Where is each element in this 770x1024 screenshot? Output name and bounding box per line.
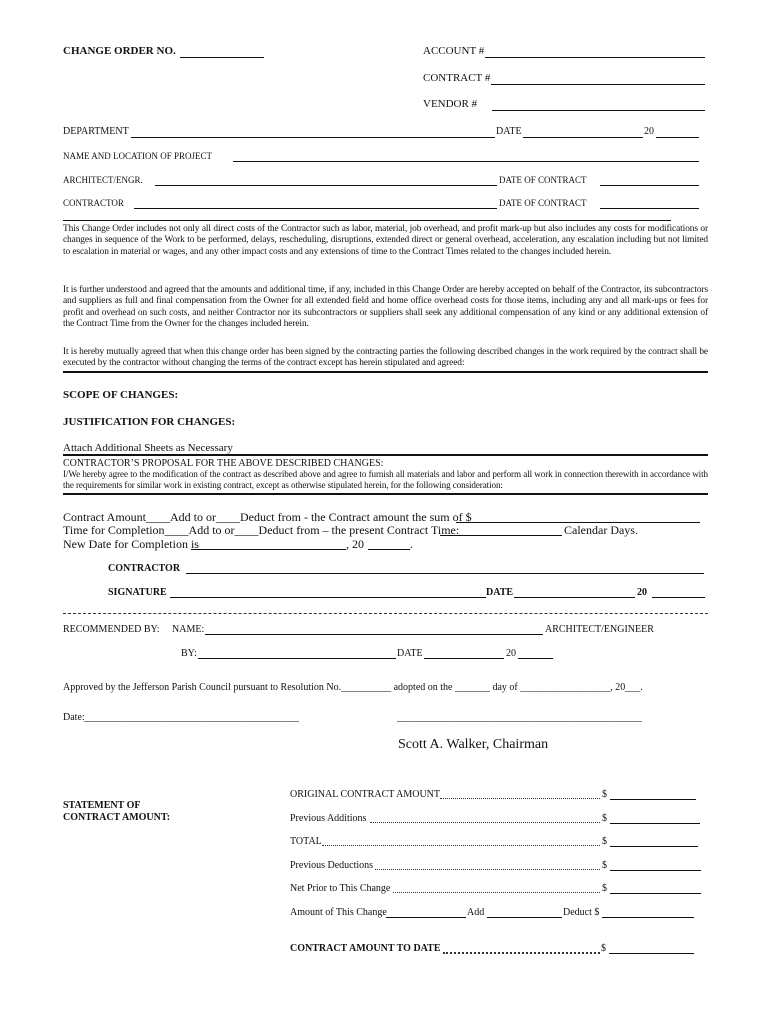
- approval-text: Approved by the Jefferson Parish Council pursuant to Resolution No.__________ adopted on the _______ day of __________________, 20___.: [63, 682, 643, 693]
- chairman-signature-field[interactable]: _________________________________________________: [397, 712, 642, 723]
- signature-field[interactable]: [170, 597, 486, 598]
- architect-engineer-label: ARCHITECT/ENGINEER: [545, 624, 654, 635]
- total-field[interactable]: [610, 846, 698, 847]
- original-contract-label: ORIGINAL CONTRACT AMOUNT: [290, 789, 440, 800]
- date-of-contract-2-label: DATE OF CONTRACT: [499, 198, 587, 208]
- date-of-contract-field[interactable]: [600, 185, 699, 186]
- divider-proposal-top: [63, 454, 708, 456]
- new-date-year-label: , 20: [346, 537, 364, 551]
- statement-title-line2: CONTRACT AMOUNT:: [63, 812, 171, 823]
- year-label: 20: [644, 126, 654, 137]
- previous-additions-field[interactable]: [610, 823, 700, 824]
- contractor-sign-field[interactable]: [186, 573, 704, 574]
- leader-dots: [440, 798, 600, 799]
- amount-this-change-label: Amount of This Change: [290, 907, 387, 918]
- contract-number-field[interactable]: [491, 84, 705, 85]
- architect-field[interactable]: [155, 185, 497, 186]
- calendar-days-label: Calendar Days.: [564, 523, 638, 537]
- new-date-label: New Date for Completion is: [63, 537, 199, 551]
- net-prior-currency: $: [602, 883, 607, 894]
- leader-dots: [370, 822, 600, 823]
- new-date-field[interactable]: [191, 549, 346, 550]
- previous-deductions-label: Previous Deductions: [290, 860, 374, 871]
- project-field[interactable]: [233, 161, 699, 162]
- by-label: BY:: [181, 648, 197, 659]
- signature-year-label: 20: [637, 587, 647, 598]
- deduct-label: Deduct $: [563, 907, 600, 918]
- approval-date-field[interactable]: ___________________________________________: [84, 712, 299, 723]
- by-date-field[interactable]: [424, 658, 504, 659]
- paragraph-compensation: It is further understood and agreed that the amounts and additional time, if any, included in this Change Order are hereby accepted on behalf of the Contractor, its subcontractors and suppliers as full and final compensation from the Owner for all extended field and home office overhead costs for those items, including any and all mark-ups or fees for profit and overhead on such costs, and neither Contractor nor its subcontractors or suppliers shall seek any additional compensation of any kind or any additional extension of the Contract Time from the Owner for the changes included herein.: [63, 285, 708, 330]
- signature-year-field[interactable]: [652, 597, 705, 598]
- previous-deductions-field[interactable]: [610, 870, 701, 871]
- new-date-year-field[interactable]: [368, 549, 410, 550]
- contractor-label: CONTRACTOR: [63, 198, 124, 208]
- scope-heading: SCOPE OF CHANGES:: [63, 389, 179, 401]
- architect-label: ARCHITECT/ENGR.: [63, 175, 143, 185]
- deduct-field[interactable]: [602, 917, 694, 918]
- department-label: DEPARTMENT: [63, 126, 129, 137]
- by-date-label: DATE: [397, 648, 423, 659]
- signature-label: SIGNATURE: [108, 587, 167, 598]
- divider-proposal-bottom: [63, 493, 708, 495]
- date-label: DATE: [496, 126, 522, 137]
- previous-additions-currency: $: [602, 813, 607, 824]
- change-order-label: CHANGE ORDER NO.: [63, 45, 176, 57]
- contractor-field[interactable]: [134, 208, 497, 209]
- contract-number-label: CONTRACT #: [423, 72, 491, 84]
- leader-dots: [322, 845, 600, 846]
- time-completion-line: Time for Completion____Add to or____Deduct from – the present Contract Time:: [63, 523, 460, 537]
- date-field[interactable]: [523, 137, 643, 138]
- approval-date-label: Date:: [63, 712, 85, 723]
- recommended-by-label: RECOMMENDED BY:: [63, 624, 160, 635]
- year-field[interactable]: [656, 137, 699, 138]
- new-date-period: .: [410, 537, 413, 551]
- vendor-field[interactable]: [492, 110, 705, 111]
- by-field[interactable]: [198, 658, 396, 659]
- account-field[interactable]: [485, 57, 705, 58]
- date-of-contract-2-field[interactable]: [600, 208, 699, 209]
- dashed-divider: [63, 613, 708, 614]
- signature-date-label: DATE: [486, 587, 514, 598]
- justification-heading: JUSTIFICATION FOR CHANGES:: [63, 416, 236, 428]
- name-field[interactable]: [205, 634, 543, 635]
- paragraph-agreement: It is hereby mutually agreed that when this change order has been signed by the contracting parties the following described changes in the work required by the contract shall be executed by the contractor without changing the terms of the contract except has herein stipulated and agreed:: [63, 347, 708, 369]
- by-year-field[interactable]: [518, 658, 553, 659]
- original-contract-currency: $: [602, 789, 607, 800]
- leader-dots: [443, 952, 600, 954]
- contract-amount-to-date-currency: $: [601, 943, 606, 954]
- contract-amount-to-date-label: CONTRACT AMOUNT TO DATE: [290, 943, 441, 954]
- paragraph-costs: This Change Order includes not only all direct costs of the Contractor such as labor, material, job overhead, and profit mark-up but also includes any costs for modifications or changes in sequence of the Work to be performed, delays, rescheduling, disruptions, extended direct or general overhead, acceleration, any escalation including but not limited to escalation in material or wages, and any other impact costs and any extensions of time to the Contract Times related to the changes included herein.: [63, 224, 708, 257]
- date-of-contract-label: DATE OF CONTRACT: [499, 175, 587, 185]
- add-label: Add: [467, 907, 485, 918]
- divider-line: [63, 220, 671, 221]
- calendar-days-field[interactable]: [440, 535, 562, 536]
- proposal-title: CONTRACTOR’S PROPOSAL FOR THE ABOVE DESCRIBED CHANGES:: [63, 458, 384, 469]
- previous-additions-label: Previous Additions: [290, 813, 367, 824]
- previous-deductions-currency: $: [602, 860, 607, 871]
- original-contract-field[interactable]: [610, 799, 696, 800]
- statement-title-line1: STATEMENT OF: [63, 800, 141, 811]
- amount-this-change-field[interactable]: [386, 917, 466, 918]
- leader-dots: [375, 869, 600, 870]
- total-label: TOTAL: [290, 836, 322, 847]
- by-year-label: 20: [506, 648, 516, 659]
- contract-amount-to-date-field[interactable]: [609, 953, 694, 954]
- change-order-field[interactable]: [180, 57, 264, 58]
- divider-thick: [63, 371, 708, 373]
- signature-date-field[interactable]: [514, 597, 635, 598]
- chairman-name: Scott A. Walker, Chairman: [398, 737, 549, 752]
- department-field[interactable]: [131, 137, 495, 138]
- proposal-text: I/We hereby agree to the modification of the contract as described above and agree to furnish all materials and labor and perform all work in connection therewith in accordance with the requirements for similar work in existing contract, except as otherwise stipulated herein, for the following consideration:: [63, 469, 708, 491]
- total-currency: $: [602, 836, 607, 847]
- project-label: NAME AND LOCATION OF PROJECT: [63, 151, 213, 161]
- net-prior-field[interactable]: [610, 893, 701, 894]
- vendor-label: VENDOR #: [423, 98, 478, 110]
- attach-note: Attach Additional Sheets as Necessary: [63, 442, 233, 454]
- leader-dots: [393, 892, 600, 893]
- net-prior-label: Net Prior to This Change: [290, 883, 391, 894]
- add-field[interactable]: [487, 917, 562, 918]
- contractor-sign-label: CONTRACTOR: [108, 563, 181, 574]
- contract-amount-line: Contract Amount____Add to or____Deduct from - the Contract amount the sum of $: [63, 510, 472, 524]
- account-label: ACCOUNT #: [423, 45, 485, 57]
- name-label: NAME:: [172, 624, 205, 635]
